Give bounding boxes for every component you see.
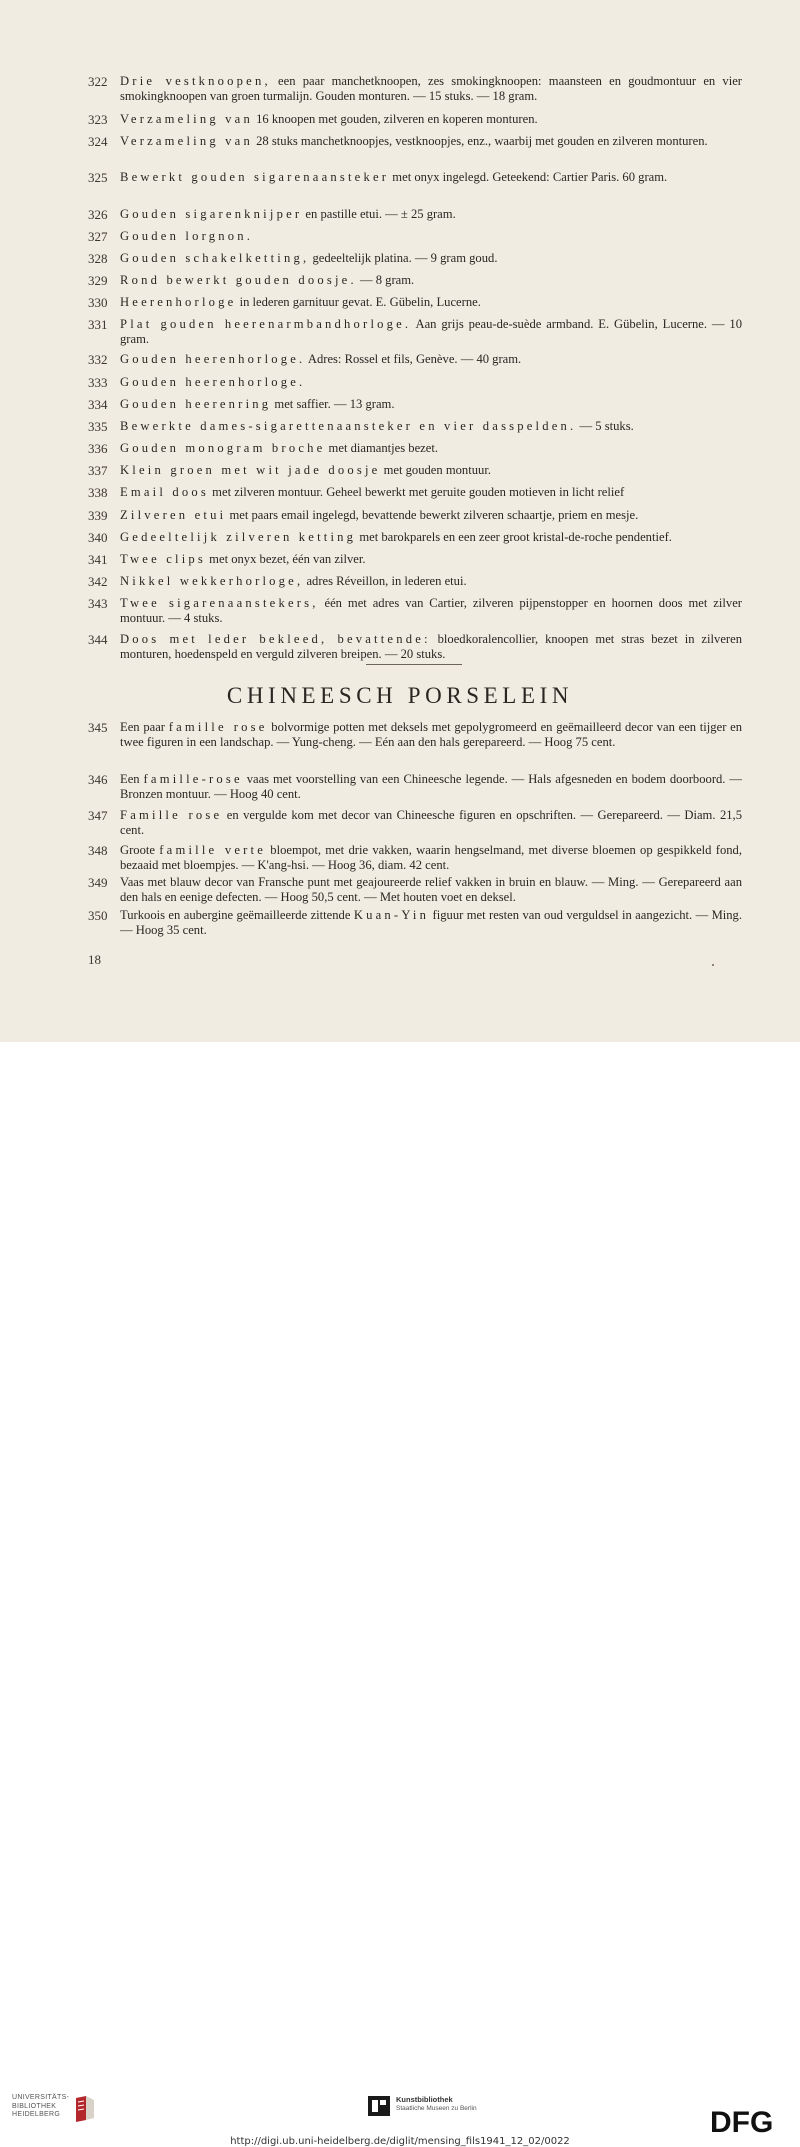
lot-description xyxy=(120,170,742,185)
lot-prefix: Een paar xyxy=(120,720,169,734)
paper-speck xyxy=(712,964,714,966)
lot-details: bolvormige potten met deksels met gepolygromeerd en geëmailleerd decor van een tijger en twee figuren in een landschap. — Yung-cheng. — Eén aan den hals gerepareerd. — Hoog 75 cent. xyxy=(120,720,743,749)
lot-description xyxy=(120,419,742,434)
lot-details: met paars email ingelegd, bevattende bewerkt zilveren schaartje, priem en mesje. xyxy=(226,508,639,522)
lot-details: met barokparels en een zeer groot kristal-de-roche pendentief. xyxy=(356,530,672,544)
lot-number: 335 xyxy=(88,419,108,434)
lot-details: in lederen garnituur gevat. E. Gübelin, Lucerne. xyxy=(236,295,481,309)
lot-number: 339 xyxy=(88,508,108,523)
lot-details: met onyx ingelegd. Geteekend: Cartier Paris. 60 gram. xyxy=(389,170,668,184)
lot-title: Twee sigarenaanstekers, xyxy=(120,596,319,610)
lot-description xyxy=(120,317,742,347)
lot-number: 336 xyxy=(88,441,108,456)
lot-number: 341 xyxy=(88,552,108,567)
dfg-logo-icon[interactable] xyxy=(708,2106,788,2139)
lot-prefix: Vaas met blauw decor van Fransche punt met geajoureerde relief vakken in bruin en blauw. — Ming. — Gerepareerd aan den hals en eenige defecten. — Hoog 50,5 cent. — Met houten voet en deksel. xyxy=(120,875,742,904)
lot-title: Drie vestknoopen, xyxy=(120,74,271,88)
lot-title: Email doos xyxy=(120,485,210,499)
lot-details: gedeeltelijk platina. — 9 gram goud. xyxy=(309,251,498,265)
lot-description xyxy=(120,352,742,367)
lot-number: 345 xyxy=(88,720,108,735)
catalog-page xyxy=(0,0,800,1042)
lot-title: Heerenhorloge xyxy=(120,295,237,309)
lot-title: Kuan-Yin xyxy=(353,908,430,922)
lot-description xyxy=(120,112,742,127)
lot-description xyxy=(120,632,742,662)
lot-number: 327 xyxy=(88,229,108,244)
lot-description xyxy=(120,875,742,905)
lot-number: 333 xyxy=(88,375,108,390)
lot-description xyxy=(120,552,742,567)
kb-subtitle: Staatliche Museen zu Berlin xyxy=(396,2105,477,2112)
lot-details: met onyx bezet, één van zilver. xyxy=(206,552,366,566)
lot-title: Gouden sigarenknijper xyxy=(120,207,303,221)
lot-details: met gouden montuur. xyxy=(380,463,491,477)
lot-number: 328 xyxy=(88,251,108,266)
university-line: HEIDELBERG xyxy=(12,2111,61,2118)
university-line: UNIVERSITÄTS- xyxy=(12,2094,70,2101)
lot-title: Verzameling van xyxy=(120,112,253,126)
lot-number: 334 xyxy=(88,397,108,412)
lot-description xyxy=(120,273,742,288)
lot-description xyxy=(120,530,742,545)
lot-details: met zilveren montuur. Geheel bewerkt met geruite gouden motieven in licht relief xyxy=(209,485,625,499)
lot-details: — 5 stuks. xyxy=(576,419,634,433)
lot-number: 323 xyxy=(88,112,108,127)
lot-prefix: Groote xyxy=(120,843,160,857)
lot-title: Bewerkte dames-sigarettenaansteker en vier dasspelden. xyxy=(120,419,577,433)
lot-number: 330 xyxy=(88,295,108,310)
lot-title: Doos met leder bekleed, bevattende: xyxy=(120,632,431,646)
lot-title: Verzameling van xyxy=(120,134,253,148)
lot-title: Twee clips xyxy=(120,552,207,566)
lot-details: figuur met resten van oud verguldsel in aangezicht. — Ming. — Hoog 35 cent. xyxy=(120,908,743,937)
lot-description xyxy=(120,720,742,750)
lot-number: 325 xyxy=(88,170,108,185)
lot-title: Gouden schakelketting, xyxy=(120,251,310,265)
dfg-label: DFG xyxy=(710,2106,774,2139)
lot-details: en pastille etui. — ± 25 gram. xyxy=(302,207,456,221)
footer-bar xyxy=(0,1042,800,2147)
kunstbibliothek-label xyxy=(396,2095,477,2113)
lot-description xyxy=(120,295,742,310)
lot-title: Nikkel wekkerhorloge, xyxy=(120,574,304,588)
kunstbibliothek-logo-icon[interactable] xyxy=(368,2096,390,2116)
lot-number: 337 xyxy=(88,463,108,478)
lot-details: bloempot, met drie vakken, waarin hengselmand, met diverse bloemen op gespikkeld fond, bezaaid met bloempjes. — K'ang-hsi. — Hoog 36, diam. 42 cent. xyxy=(120,843,742,872)
lot-description xyxy=(120,397,742,412)
lot-description xyxy=(120,596,742,626)
lot-number: 332 xyxy=(88,352,108,367)
lot-title: Gedeeltelijk zilveren ketting xyxy=(120,530,357,544)
lot-details: een paar manchetknoopen, zes smokingknoopen: maansteen en goudmontuur en vier smokingknoopen van groen turmalijn. Gouden monturen. — 15 stuks. — 18 gram. xyxy=(120,74,743,103)
lot-details: adres Réveillon, in lederen etui. xyxy=(303,574,467,588)
section-heading: CHINEESCH PORSELEIN xyxy=(226,683,574,708)
lot-title: Zilveren etui xyxy=(120,508,227,522)
lot-details: Aan grijs peau-de-suède armband. E. Gübelin, Lucerne. — 10 gram. xyxy=(120,317,742,346)
lot-number: 347 xyxy=(88,808,108,823)
lot-description xyxy=(120,375,742,390)
lot-description xyxy=(120,843,742,873)
lot-description xyxy=(120,463,742,478)
lot-details: 28 stuks manchetknoopjes, vestknoopjes, enz., waarbij met gouden en zilveren monturen. xyxy=(252,134,708,148)
lot-title: Gouden monogram broche xyxy=(120,441,326,455)
lot-number: 331 xyxy=(88,317,108,332)
lot-details: vaas met voorstelling van een Chineesche legende. — Hals afgesneden en bodem doorboord. — Bronzen montuur. — Hoog 40 cent. xyxy=(120,772,742,801)
lot-title: Gouden lorgnon. xyxy=(120,229,254,243)
lot-title: Gouden heerenring xyxy=(120,397,272,411)
lot-description xyxy=(120,908,742,938)
lot-details: Adres: Rossel et fils, Genève. — 40 gram. xyxy=(305,352,522,366)
lot-prefix: Turkoois en aubergine geëmailleerde zittende xyxy=(120,908,354,922)
lot-number: 350 xyxy=(88,908,108,923)
lot-number: 346 xyxy=(88,772,108,787)
lot-number: 340 xyxy=(88,530,108,545)
lot-title: Klein groen met wit jade doosje xyxy=(120,463,381,477)
university-line: BIBLIOTHEK xyxy=(12,2102,57,2110)
lot-number: 338 xyxy=(88,485,108,500)
source-url-link[interactable]: http://digi.ub.uni-heidelberg.de/diglit/mensing_fils1941_12_02/0022 xyxy=(230,2136,570,2147)
lot-description xyxy=(120,251,742,266)
lot-details: — 8 gram. xyxy=(356,273,415,287)
lot-details: met diamantjes bezet. xyxy=(325,441,439,455)
lot-description xyxy=(120,134,742,149)
lot-description xyxy=(120,485,742,500)
lot-description xyxy=(120,574,742,589)
lot-title: Gouden heerenhorloge. xyxy=(120,352,306,366)
lot-title: famille verte xyxy=(159,843,266,857)
lot-title: Famille rose xyxy=(120,808,223,822)
lot-number: 348 xyxy=(88,843,108,858)
lot-number: 349 xyxy=(88,875,108,890)
lot-description xyxy=(120,207,742,222)
university-library-label[interactable] xyxy=(12,2094,74,2120)
lot-title: famille rose xyxy=(168,720,268,734)
lot-number: 322 xyxy=(88,74,108,89)
lot-number: 324 xyxy=(88,134,108,149)
lot-title: famille-rose xyxy=(143,772,243,786)
lot-number: 344 xyxy=(88,632,108,647)
lot-details: één met adres van Cartier, zilveren pijpenstopper en hoornen doos met zilver montuur. — 4 stuks. xyxy=(120,596,742,625)
lot-title: Bewerkt gouden sigarenaansteker xyxy=(120,170,390,184)
lot-details: 16 knoopen met gouden, zilveren en koperen monturen. xyxy=(252,112,538,126)
lot-number: 342 xyxy=(88,574,108,589)
lot-description xyxy=(120,808,742,838)
lot-description xyxy=(120,229,742,244)
heidelberg-logo-icon[interactable] xyxy=(72,2094,96,2124)
lot-number: 329 xyxy=(88,273,108,288)
lot-title: Plat gouden heerenarmbandhorloge. xyxy=(120,317,412,331)
lot-title: Rond bewerkt gouden doosje. xyxy=(120,273,357,287)
lot-title: Gouden heerenhorloge. xyxy=(120,375,306,389)
lot-prefix: Een xyxy=(120,772,144,786)
lot-description xyxy=(120,772,742,802)
lot-description xyxy=(120,508,742,523)
page-number: 18 xyxy=(88,952,101,967)
lot-details: met saffier. — 13 gram. xyxy=(271,397,395,411)
section-divider xyxy=(366,664,462,665)
lot-details: en vergulde kom met decor van Chineesche figuren en opschriften. — Gerepareerd. — Diam. 21,5 cent. xyxy=(120,808,742,837)
lot-number: 343 xyxy=(88,596,108,611)
lot-description xyxy=(120,74,742,104)
kb-title: Kunstbibliothek xyxy=(396,2095,453,2104)
lot-number: 326 xyxy=(88,207,108,222)
lot-details: bloedkoralencollier, knoopen met stras bezet in zilveren monturen, hoedenspeld en verguld zilveren breipen. — 20 stuks. xyxy=(120,632,742,661)
lot-description xyxy=(120,441,742,456)
